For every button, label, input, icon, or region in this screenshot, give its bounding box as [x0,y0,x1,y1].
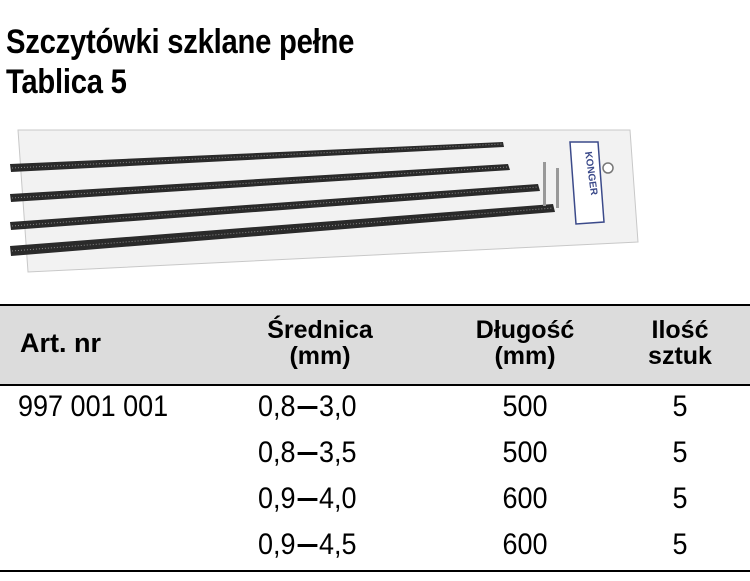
page-title [6,22,354,102]
cell-dlugosc: 600 [502,482,548,515]
cell-ilosc: 5 [672,528,688,561]
title-line-2: Tablica 5 [6,63,127,101]
cell-srednica: 0,8 3,0 [258,390,357,423]
cell-dlugosc: 500 [502,390,548,423]
header-dlugosc: Długość (mm) [475,316,575,370]
table-row [0,386,750,432]
saw-blades-package-photo [8,122,640,282]
header-srednica: Średnica (mm) [267,316,373,370]
cell-srednica: 0,9 4,0 [258,482,357,515]
product-table [0,304,750,574]
cell-ilosc: 5 [672,390,688,423]
brand-label: KONGER [582,150,600,196]
table-bottom-rule [0,570,750,572]
cell-dlugosc: 500 [502,436,548,469]
table-row [0,524,750,570]
brand-logo [570,142,604,224]
cell-srednica: 0,8 3,5 [258,436,357,469]
table-row [0,432,750,478]
cell-srednica: 0,9 4,5 [258,528,357,561]
table-row [0,478,750,524]
cell-ilosc: 5 [672,482,688,515]
header-art-nr: Art. nr [20,328,101,358]
header-ilosc: Ilość sztuk [648,316,712,370]
cell-art-nr: 997 001 001 [18,390,169,423]
cell-ilosc: 5 [672,436,688,469]
title-line-1: Szczytówki szklane pełne [6,23,355,61]
cell-dlugosc: 600 [502,528,548,561]
